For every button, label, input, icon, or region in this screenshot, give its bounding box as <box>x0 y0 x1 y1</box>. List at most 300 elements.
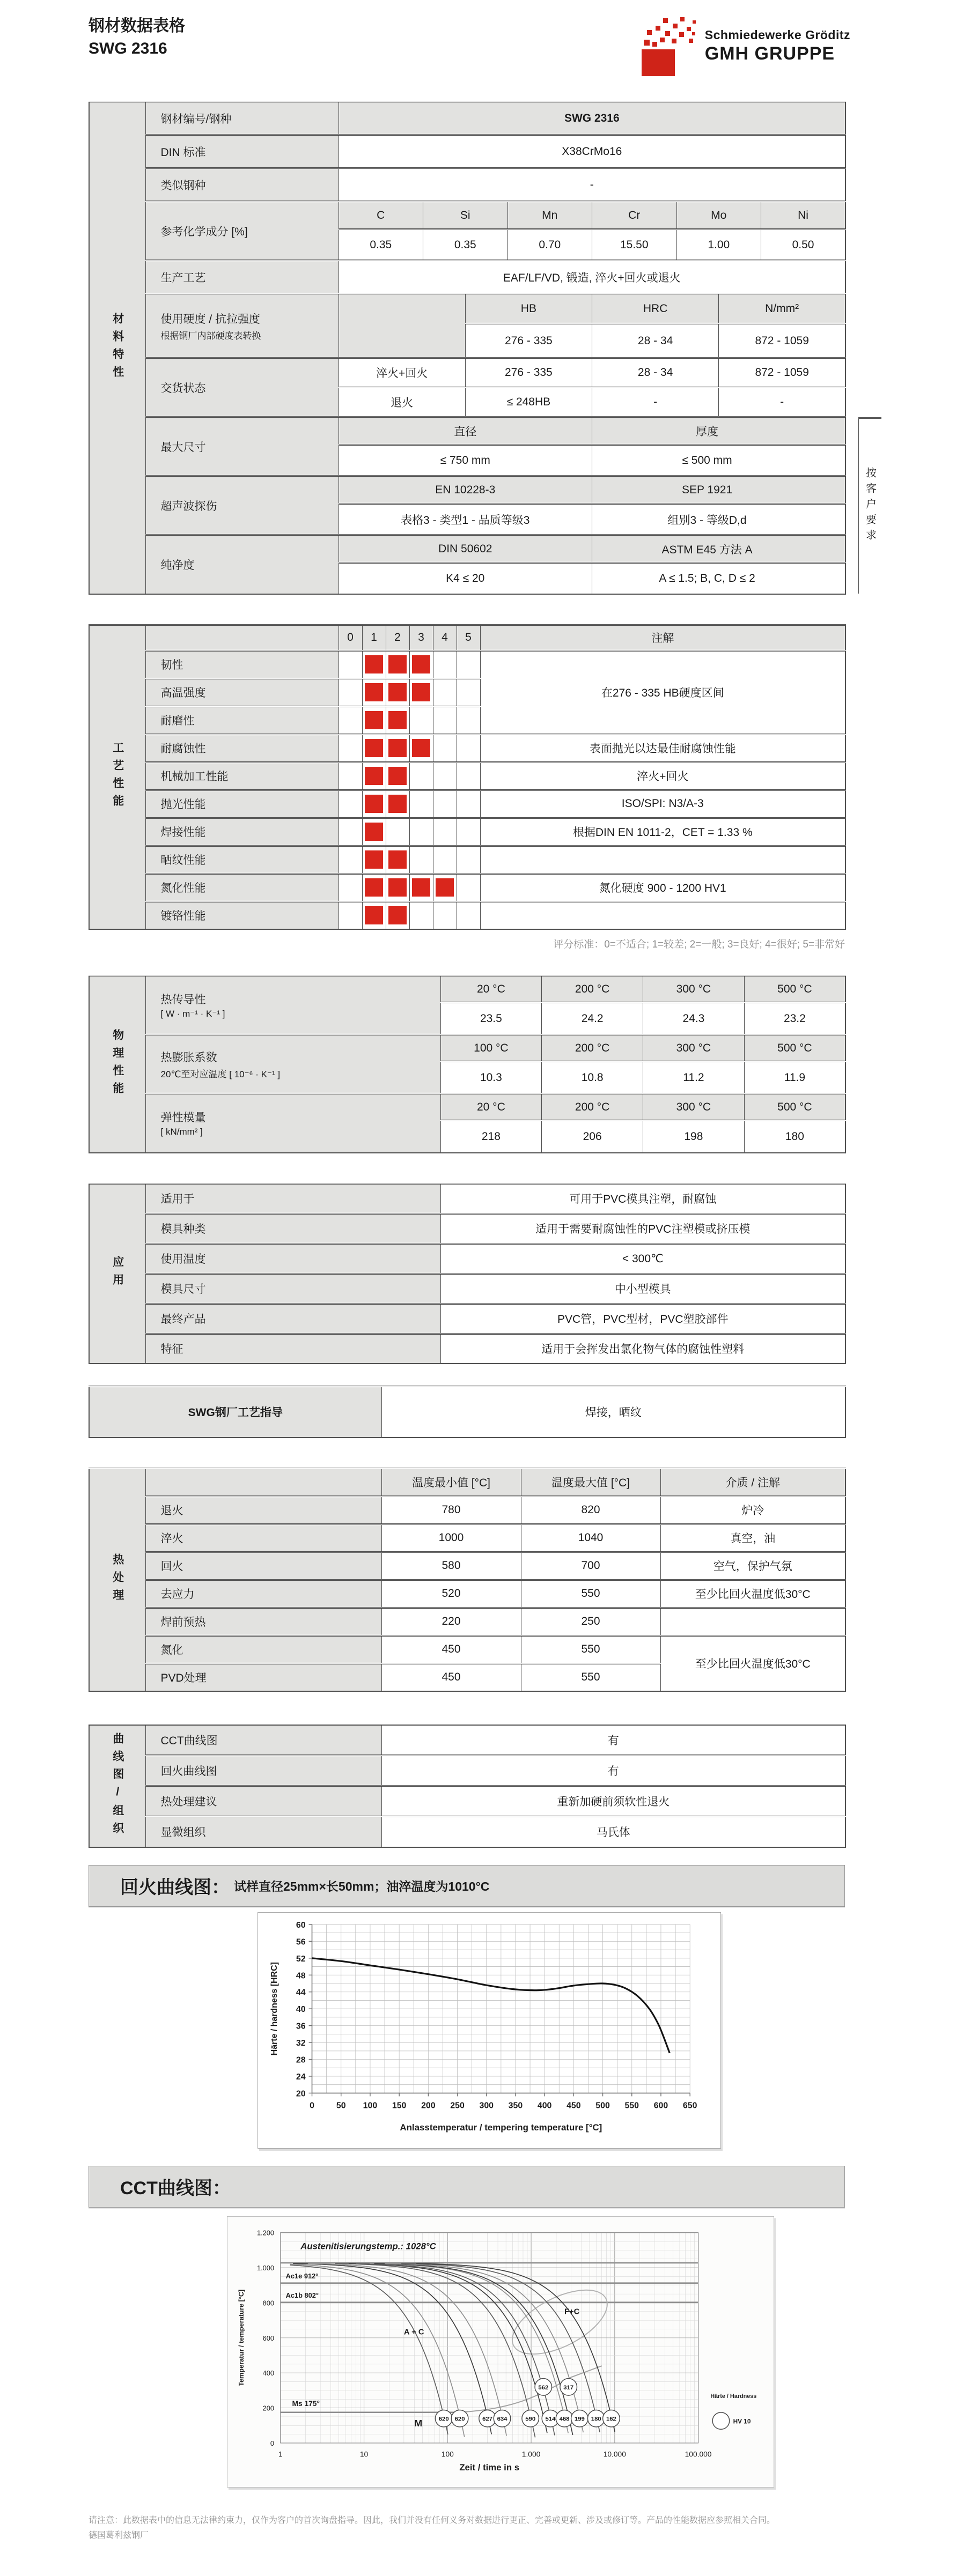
rating-cell <box>362 846 386 874</box>
rating-cell <box>339 818 362 846</box>
svg-text:28: 28 <box>296 2055 306 2065</box>
rating-square <box>412 655 430 673</box>
svg-text:48: 48 <box>296 1971 306 1980</box>
heat-note: 真空，油 <box>660 1524 845 1552</box>
physical-value: 206 <box>542 1121 643 1153</box>
rating-cell <box>457 678 480 706</box>
label-sub: 根据钢厂内部硬度表转换 <box>160 330 261 341</box>
rating-square <box>388 711 407 729</box>
heat-row-label: 去应力 <box>145 1580 381 1608</box>
application-row-label: 特征 <box>145 1334 440 1364</box>
rating-square <box>388 683 407 701</box>
logo-group-text: GMH GRUPPE <box>704 43 835 64</box>
rating-cell <box>457 790 480 818</box>
logo-crown-icon <box>641 15 696 77</box>
rating-cell <box>457 734 480 762</box>
rating-note: 淬火+回火 <box>480 762 845 790</box>
tempering-curve-line <box>312 1958 670 2053</box>
rating-cell <box>362 790 386 818</box>
label-sub: [ W · m⁻¹ · K⁻¹ ] <box>160 1009 225 1019</box>
process-row-label: 高温强度 <box>145 678 339 706</box>
tempering-chart-svg <box>262 1917 707 2141</box>
rating-square <box>365 850 383 869</box>
svg-text:620: 620 <box>454 2416 465 2423</box>
heat-min-value: 520 <box>381 1580 521 1608</box>
chem-value: 0.35 <box>339 230 423 261</box>
rating-cell <box>386 846 409 874</box>
hardness-value: 276 - 335 <box>465 324 592 358</box>
cooling-curve <box>290 2265 448 2434</box>
rating-cell <box>386 818 409 846</box>
process-row-label: 韧性 <box>145 650 339 678</box>
rating-square <box>436 878 454 897</box>
heat-max-value: 550 <box>521 1580 660 1608</box>
rating-cell <box>457 706 480 734</box>
material-properties-section <box>89 101 882 595</box>
svg-text:A + C: A + C <box>403 2327 424 2336</box>
rating-square <box>365 795 383 813</box>
label-sub: [ kN/mm² ] <box>160 1127 203 1137</box>
rating-note <box>480 901 845 929</box>
process-row-label: 耐腐蚀性 <box>145 734 339 762</box>
row-label-production: 生产工艺 <box>145 261 339 294</box>
temperature-header: 100 °C <box>440 1035 542 1062</box>
rating-square <box>365 767 383 785</box>
rating-cell <box>409 650 433 678</box>
rating-cell <box>339 734 362 762</box>
ultrasonic-header: SEP 1921 <box>592 476 846 504</box>
material-properties-table <box>89 101 846 595</box>
svg-text:180: 180 <box>591 2416 601 2423</box>
hardness-unit-header: HRC <box>592 294 719 324</box>
svg-text:36: 36 <box>296 2022 306 2031</box>
page-subtitle: SWG 2316 <box>89 40 167 57</box>
application-row-label: 模具种类 <box>145 1213 440 1243</box>
rating-square <box>365 823 383 841</box>
title-block <box>89 15 185 60</box>
similar-grade-value: - <box>339 168 845 202</box>
purity-header: ASTM E45 方法 A <box>592 535 846 563</box>
rating-cell <box>409 762 433 790</box>
physical-row-label <box>145 1094 440 1153</box>
heat-max-value: 700 <box>521 1552 660 1580</box>
rating-cell <box>386 790 409 818</box>
heat-min-value: 580 <box>381 1552 521 1580</box>
rating-cell <box>362 650 386 678</box>
application-value: 中小型模具 <box>440 1274 845 1304</box>
delivery-value: - <box>592 388 719 417</box>
physical-properties-section <box>89 975 882 1153</box>
rating-cell <box>409 790 433 818</box>
svg-text:600: 600 <box>262 2334 274 2342</box>
svg-text:0: 0 <box>310 2100 314 2110</box>
cooling-curve <box>349 2263 547 2433</box>
delivery-value: 28 - 34 <box>592 358 719 388</box>
heat-min-value: 450 <box>381 1635 521 1663</box>
rating-cell <box>457 762 480 790</box>
application-value: 适用于会挥发出氯化物气体的腐蚀性塑料 <box>440 1334 845 1364</box>
chem-element-header: Ni <box>761 202 846 230</box>
curves-value: 马氏体 <box>381 1817 845 1847</box>
heat-note: 至少比回火温度低30°C <box>660 1580 845 1608</box>
cooling-curve <box>290 2264 465 2437</box>
footer-disclaimer: 请注意：此数据表中的信息无法律约束力，仅作为客户的首次询盘指导。因此，我们并没有任何义务对数据进行更正、完善或更新、涉及或修订等。产品的性能数据应参照相关合同。 <box>89 2515 776 2525</box>
temperature-header: 500 °C <box>744 1035 845 1062</box>
temperature-header: 300 °C <box>643 976 745 1003</box>
footer <box>89 2513 882 2544</box>
svg-text:50: 50 <box>336 2100 346 2110</box>
rating-square <box>388 739 407 757</box>
heat-column-header: 温度最小值 [°C] <box>381 1468 521 1496</box>
rating-cell <box>362 706 386 734</box>
label-main: 使用硬度 / 抗拉强度 <box>160 313 261 325</box>
rating-cell <box>409 874 433 901</box>
heat-max-value: 1040 <box>521 1524 660 1552</box>
curves-row-label: 热处理建议 <box>145 1786 381 1817</box>
rating-cell <box>386 650 409 678</box>
cct-diagram-chart <box>227 2216 774 2488</box>
curves-structure-section <box>89 1724 882 1848</box>
heat-treatment-table <box>89 1468 846 1692</box>
application-value: < 300℃ <box>440 1243 845 1274</box>
rating-scale-header: 3 <box>409 625 433 650</box>
rating-square <box>365 739 383 757</box>
rating-cell <box>433 678 457 706</box>
svg-text:150: 150 <box>392 2100 407 2110</box>
process-row-label: 氮化性能 <box>145 874 339 901</box>
rating-square <box>365 683 383 701</box>
temperature-header: 20 °C <box>440 976 542 1003</box>
svg-text:600: 600 <box>653 2100 668 2110</box>
rating-note: 根据DIN EN 1011-2，CET = 1.33 % <box>480 818 845 846</box>
max-size-header: 厚度 <box>592 417 846 445</box>
heat-row-label: 退火 <box>145 1496 381 1524</box>
row-label-purity: 纯净度 <box>145 535 339 594</box>
process-row-label: 机械加工性能 <box>145 762 339 790</box>
heat-note: 至少比回火温度低30°C <box>660 1635 845 1691</box>
rating-cell <box>433 734 457 762</box>
svg-text:620: 620 <box>438 2416 449 2423</box>
hardness-value: 28 - 34 <box>592 324 719 358</box>
process-row-label: 焊接性能 <box>145 818 339 846</box>
hardness-value: 872 - 1059 <box>719 324 845 358</box>
rating-cell <box>457 846 480 874</box>
section-label-material: 材料特性 <box>89 102 145 594</box>
svg-text:10.000: 10.000 <box>603 2450 626 2459</box>
rating-cell <box>362 818 386 846</box>
application-row-label: 使用温度 <box>145 1243 440 1274</box>
tempering-band-subtitle: 试样直径25mm×长50mm；油淬温度为1010°C <box>234 1879 490 1893</box>
rating-scale-header: 4 <box>433 625 457 650</box>
mill-guidance-section <box>89 1386 882 1438</box>
rating-cell <box>433 762 457 790</box>
svg-text:800: 800 <box>262 2298 274 2307</box>
svg-text:400: 400 <box>537 2100 552 2110</box>
page-title: 钢材数据表格 <box>89 17 185 35</box>
process-header-blank <box>145 625 339 650</box>
temperature-header: 500 °C <box>744 1094 845 1121</box>
cooling-curve <box>385 2263 583 2432</box>
heat-treatment-section <box>89 1468 882 1692</box>
chem-value: 1.00 <box>676 230 761 261</box>
rating-square <box>365 711 383 729</box>
heat-max-value: 550 <box>521 1635 660 1663</box>
rating-cell <box>433 846 457 874</box>
application-row-label: 适用于 <box>145 1183 440 1213</box>
svg-text:Temperatur / temperature [°C]: Temperatur / temperature [°C] <box>237 2289 245 2386</box>
steel-number-value: SWG 2316 <box>339 102 845 135</box>
footer-company: 德国葛利兹钢厂 <box>89 2531 149 2541</box>
heat-row-label: 回火 <box>145 1552 381 1580</box>
rating-note: ISO/SPI: N3/A-3 <box>480 790 845 818</box>
rating-note: 表面抛光以达最佳耐腐蚀性能 <box>480 734 845 762</box>
physical-row-label <box>145 976 440 1035</box>
chem-element-header: Si <box>423 202 508 230</box>
rating-cell <box>339 706 362 734</box>
ultrasonic-value: 表格3 - 类型1 - 品质等级3 <box>339 504 592 535</box>
chem-element-header: Mn <box>507 202 592 230</box>
svg-text:450: 450 <box>567 2100 581 2110</box>
cct-title-band <box>89 2166 845 2208</box>
rating-cell <box>362 874 386 901</box>
physical-value: 10.8 <box>542 1062 643 1094</box>
svg-text:32: 32 <box>296 2038 306 2048</box>
application-section <box>89 1183 882 1365</box>
svg-text:562: 562 <box>538 2384 549 2391</box>
row-label-similar-grade: 类似钢种 <box>145 168 339 202</box>
row-label-hardness <box>145 294 339 358</box>
rating-cell <box>339 901 362 929</box>
svg-text:317: 317 <box>563 2384 574 2391</box>
heat-max-value: 250 <box>521 1608 660 1635</box>
temperature-header: 300 °C <box>643 1094 745 1121</box>
rating-cell <box>339 790 362 818</box>
chem-value: 0.50 <box>761 230 846 261</box>
process-performance-section <box>89 624 882 930</box>
svg-text:44: 44 <box>296 1988 306 1997</box>
svg-text:1.000: 1.000 <box>521 2450 541 2459</box>
application-value: PVC管，PVC型材，PVC塑胶部件 <box>440 1304 845 1334</box>
logo-brand-text: Schmiedewerke Gröditz <box>704 28 850 42</box>
chem-element-header: Cr <box>592 202 677 230</box>
physical-value: 11.9 <box>744 1062 845 1094</box>
process-row-label: 镀铬性能 <box>145 901 339 929</box>
cct-chart-svg <box>232 2221 761 2480</box>
delivery-value: 276 - 335 <box>465 358 592 388</box>
svg-text:60: 60 <box>296 1920 306 1930</box>
svg-text:Anlasstemperatur / tempering t: Anlasstemperatur / tempering temperature [°C] <box>400 2122 602 2133</box>
svg-text:550: 550 <box>624 2100 639 2110</box>
svg-text:M: M <box>414 2417 423 2429</box>
rating-cell <box>433 874 457 901</box>
rating-square <box>388 878 407 897</box>
process-row-label: 晒纹性能 <box>145 846 339 874</box>
heat-row-label: 氮化 <box>145 1635 381 1663</box>
tempering-curve-chart <box>258 1912 721 2149</box>
rating-scale-header: 1 <box>362 625 386 650</box>
customer-requirement-note: 按客户要求 <box>858 417 881 594</box>
svg-text:300: 300 <box>479 2100 494 2110</box>
svg-text:634: 634 <box>497 2416 507 2423</box>
svg-text:250: 250 <box>450 2100 465 2110</box>
rating-square <box>388 850 407 869</box>
svg-text:1.200: 1.200 <box>256 2229 274 2237</box>
heat-max-value: 550 <box>521 1663 660 1691</box>
curves-row-label: 显微组织 <box>145 1817 381 1847</box>
rating-cell <box>362 901 386 929</box>
rating-cell <box>409 901 433 929</box>
delivery-value: - <box>719 388 845 417</box>
rating-cell <box>457 901 480 929</box>
svg-text:100: 100 <box>441 2450 454 2459</box>
chem-element-header: Mo <box>676 202 761 230</box>
hardness-unit-header: HB <box>465 294 592 324</box>
delivery-state: 淬火+回火 <box>339 358 465 388</box>
rating-cell <box>433 901 457 929</box>
curves-structure-table <box>89 1724 846 1848</box>
svg-text:10: 10 <box>359 2450 369 2459</box>
cooling-curve <box>308 2263 506 2436</box>
ultrasonic-header: EN 10228-3 <box>339 476 592 504</box>
purity-header: DIN 50602 <box>339 535 592 563</box>
rating-square <box>365 878 383 897</box>
svg-text:0: 0 <box>270 2439 274 2447</box>
svg-text:Ac1e 912°: Ac1e 912° <box>285 2271 319 2280</box>
heat-row-label: PVD处理 <box>145 1663 381 1691</box>
physical-value: 11.2 <box>643 1062 745 1094</box>
rating-cell <box>339 762 362 790</box>
svg-text:20: 20 <box>296 2089 306 2098</box>
row-label-ultrasonic: 超声波探伤 <box>145 476 339 535</box>
rating-cell <box>362 762 386 790</box>
heat-note <box>660 1608 845 1635</box>
din-value: X38CrMo16 <box>339 135 845 168</box>
physical-value: 218 <box>440 1121 542 1153</box>
heat-column-header: 温度最大值 [°C] <box>521 1468 660 1496</box>
rating-scale-footnote: 评分标准：0=不适合; 1=较差; 2=一般; 3=良好; 4=很好; 5=非常好 <box>553 939 845 950</box>
row-label-steel-number: 钢材编号/钢种 <box>145 102 339 135</box>
physical-value: 24.2 <box>542 1003 643 1035</box>
application-row-label: 模具尺寸 <box>145 1274 440 1304</box>
application-table <box>89 1183 846 1365</box>
row-label-chemistry: 参考化学成分 [%] <box>145 202 339 261</box>
chem-value: 15.50 <box>592 230 677 261</box>
rating-cell <box>339 650 362 678</box>
guidance-value: 焊接，晒纹 <box>381 1387 845 1438</box>
svg-text:650: 650 <box>682 2100 697 2110</box>
chem-element-header: C <box>339 202 423 230</box>
application-row-label: 最终产品 <box>145 1304 440 1334</box>
rating-cell <box>339 678 362 706</box>
rating-cell <box>457 874 480 901</box>
note-header: 注解 <box>480 625 845 650</box>
rating-square <box>365 906 383 924</box>
label-main: 热传导性 <box>160 994 206 1006</box>
rating-note: 氮化硬度 900 - 1200 HV1 <box>480 874 845 901</box>
temperature-header: 500 °C <box>744 976 845 1003</box>
svg-text:Ms 175°: Ms 175° <box>292 2399 320 2408</box>
svg-text:199: 199 <box>574 2416 585 2423</box>
delivery-value: ≤ 248HB <box>465 388 592 417</box>
cooling-curve <box>370 2263 568 2433</box>
physical-row-label <box>145 1035 440 1094</box>
svg-text:590: 590 <box>525 2416 536 2423</box>
rating-scale-header: 2 <box>386 625 409 650</box>
svg-text:627: 627 <box>482 2416 493 2423</box>
rating-cell <box>433 790 457 818</box>
rating-cell <box>409 734 433 762</box>
temperature-header: 300 °C <box>643 1035 745 1062</box>
hardness-blank-cell <box>339 294 465 358</box>
rating-square <box>388 655 407 673</box>
rating-note: 在276 - 335 HB硬度区间 <box>480 650 845 734</box>
rating-cell <box>386 678 409 706</box>
mill-guidance-table <box>89 1386 846 1438</box>
rating-cell <box>433 818 457 846</box>
tempering-curve-title-band <box>89 1865 845 1907</box>
curves-value: 有 <box>381 1756 845 1786</box>
heat-min-value: 450 <box>381 1663 521 1691</box>
heat-max-value: 820 <box>521 1496 660 1524</box>
rating-square <box>388 795 407 813</box>
curves-row-label: CCT曲线图 <box>145 1725 381 1756</box>
rating-cell <box>433 706 457 734</box>
rating-cell <box>386 874 409 901</box>
rating-cell <box>362 678 386 706</box>
rating-cell <box>457 818 480 846</box>
rating-cell <box>386 901 409 929</box>
section-label-curves: 曲线图/组织 <box>89 1725 145 1847</box>
physical-value: 180 <box>744 1121 845 1153</box>
label-main: 弹性模量 <box>160 1112 206 1124</box>
chem-value: 0.35 <box>423 230 508 261</box>
physical-value: 24.3 <box>643 1003 745 1035</box>
rating-cell <box>362 734 386 762</box>
svg-text:468: 468 <box>559 2416 570 2423</box>
svg-text:Zeit / time in s: Zeit / time in s <box>459 2462 520 2473</box>
heat-row-label: 淬火 <box>145 1524 381 1552</box>
heat-min-value: 220 <box>381 1608 521 1635</box>
application-value: 适用于需要耐腐蚀性的PVC注塑模或挤压模 <box>440 1213 845 1243</box>
section-label-physical: 物理性能 <box>89 976 145 1153</box>
svg-text:1: 1 <box>278 2450 283 2459</box>
heat-row-label: 焊前预热 <box>145 1608 381 1635</box>
curves-row-label: 回火曲线图 <box>145 1756 381 1786</box>
svg-text:350: 350 <box>508 2100 523 2110</box>
rating-cell <box>457 650 480 678</box>
svg-text:40: 40 <box>296 2004 306 2014</box>
svg-text:Härte / hardness [HRC]: Härte / hardness [HRC] <box>269 1961 279 2055</box>
label-main: 热膨胀系数 <box>160 1051 217 1064</box>
process-row-label: 耐磨性 <box>145 706 339 734</box>
rating-scale-header: 0 <box>339 625 362 650</box>
application-value: 可用于PVC模具注塑，耐腐蚀 <box>440 1183 845 1213</box>
section-label-heat-treatment: 热处理 <box>89 1468 145 1691</box>
rating-square <box>412 739 430 757</box>
rating-square <box>388 767 407 785</box>
row-label-din: DIN 标准 <box>145 135 339 168</box>
svg-text:100: 100 <box>363 2100 378 2110</box>
max-size-value: ≤ 750 mm <box>339 445 592 476</box>
temperature-header: 200 °C <box>542 1094 643 1121</box>
svg-text:Austenitisierungstemp.: 1028°C: Austenitisierungstemp.: 1028°C <box>300 2240 436 2251</box>
rating-note <box>480 846 845 874</box>
curves-value: 有 <box>381 1725 845 1756</box>
svg-text:400: 400 <box>262 2368 274 2377</box>
rating-cell <box>386 762 409 790</box>
rating-cell <box>409 678 433 706</box>
svg-text:200: 200 <box>262 2404 274 2412</box>
